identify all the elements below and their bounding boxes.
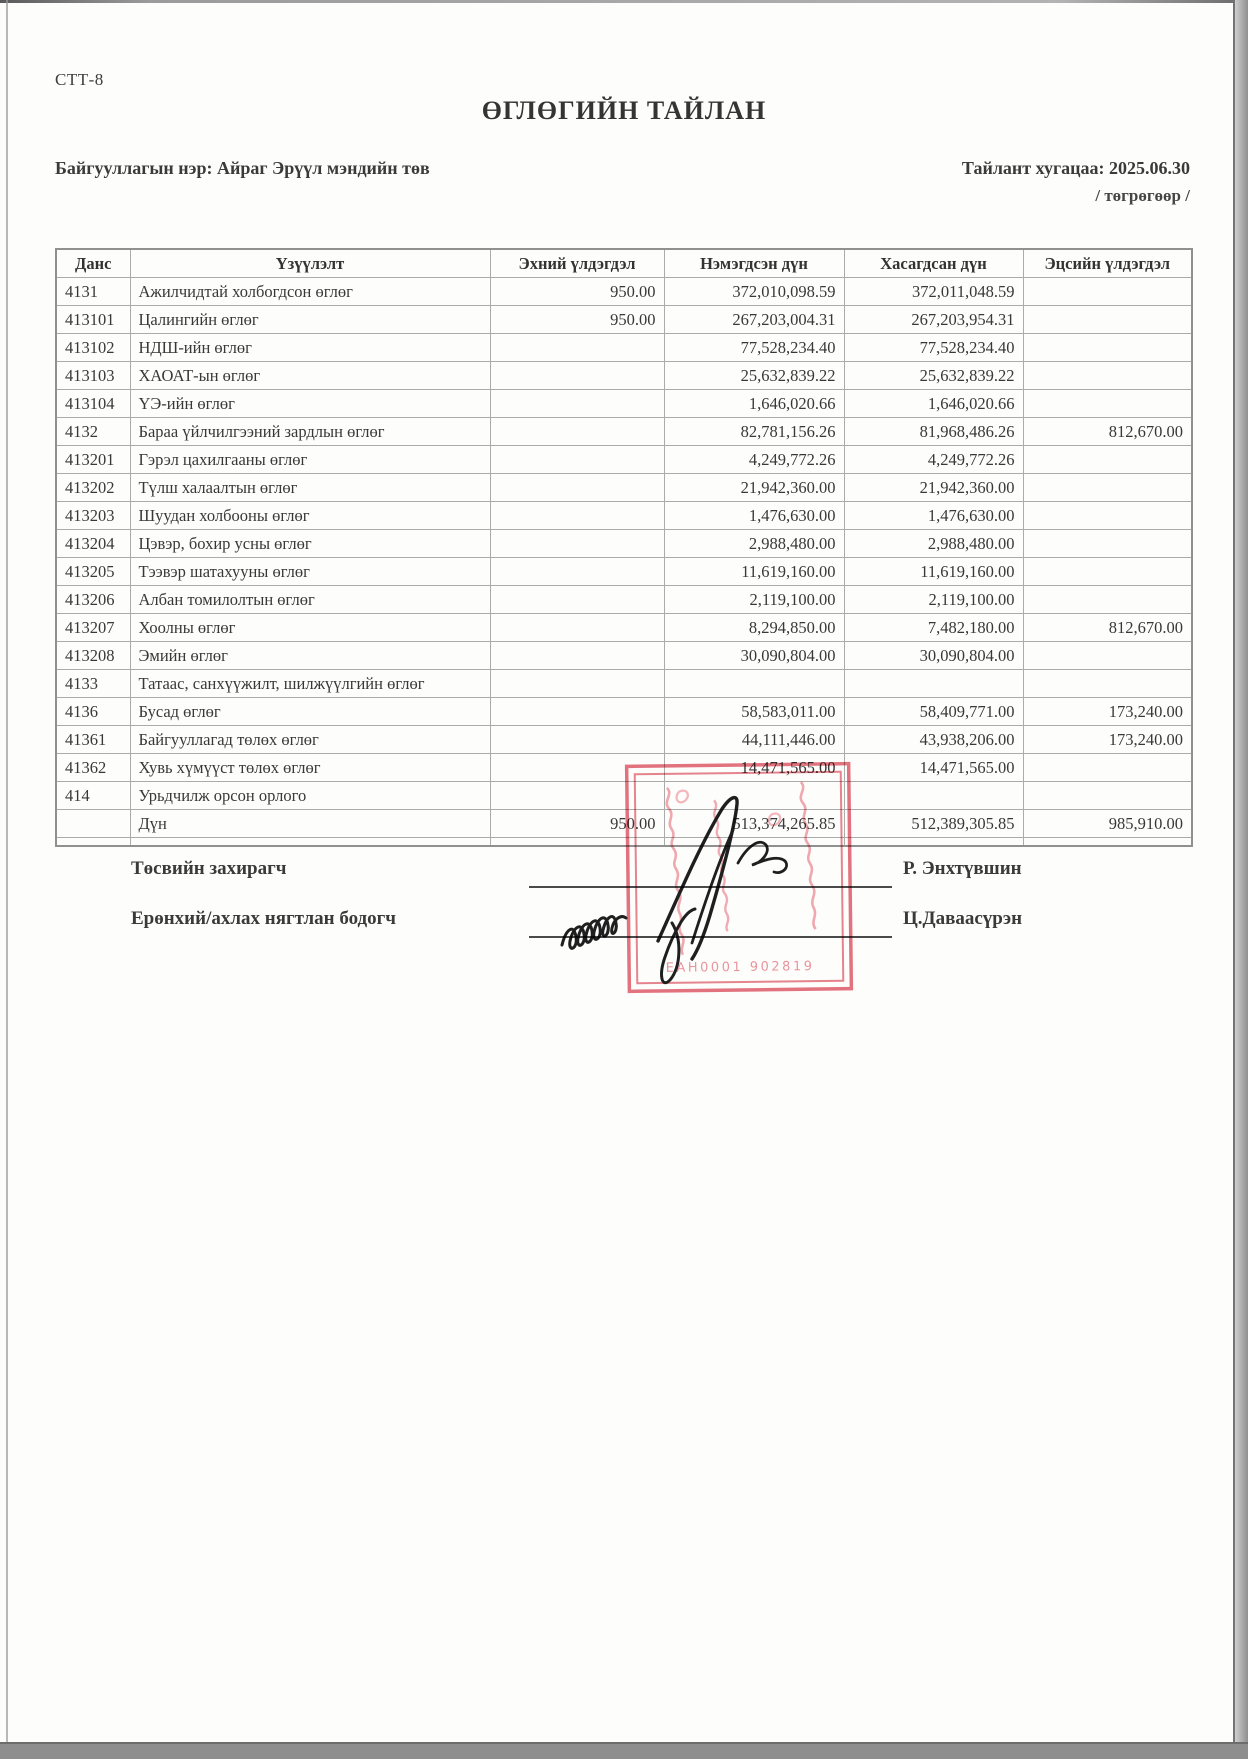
table-cell: 267,203,004.31 — [664, 306, 844, 334]
table-row — [56, 502, 1192, 530]
table-row — [56, 586, 1192, 614]
table-cell: 950.00 — [490, 306, 664, 334]
table-cell: 1,476,630.00 — [664, 502, 844, 530]
table-row — [56, 642, 1192, 670]
table-row — [56, 782, 1192, 810]
scan-edge-right — [1233, 0, 1248, 1759]
table-cell — [1023, 558, 1192, 586]
table-cell: 4132 — [56, 418, 130, 446]
signature-role-2: Ерөнхий/ахлах нягтлан бодогч — [131, 908, 396, 929]
table-cell: Дүн — [130, 810, 490, 838]
table-cell — [1023, 474, 1192, 502]
column-header: Данс — [56, 249, 130, 278]
table-cell: Шуудан холбооны өглөг — [130, 502, 490, 530]
table-cell: 82,781,156.26 — [664, 418, 844, 446]
table-row — [56, 446, 1192, 474]
table-cell: 950.00 — [490, 278, 664, 306]
table-cell: 413104 — [56, 390, 130, 418]
scan-edge-top — [0, 0, 1248, 3]
table-cell: 372,010,098.59 — [664, 278, 844, 306]
table-cell: 950.00 — [490, 810, 664, 838]
table-cell: 4,249,772.26 — [664, 446, 844, 474]
signature-line-2 — [529, 936, 892, 938]
table-cell — [490, 642, 664, 670]
table-cell: 30,090,804.00 — [844, 642, 1023, 670]
organization-name: Байгууллагын нэр: Айраг Эрүүл мэндийн төв — [55, 158, 430, 178]
report-period: Тайлант хугацаа: 2025.06.30 — [961, 158, 1190, 178]
table-row — [56, 474, 1192, 502]
table-cell: Цэвэр, бохир усны өглөг — [130, 530, 490, 558]
table-cell — [490, 726, 664, 754]
currency-note: / төгрөгөөр / — [1095, 186, 1190, 205]
table-cell: 4,249,772.26 — [844, 446, 1023, 474]
table-cell — [490, 334, 664, 362]
table-cell: 81,968,486.26 — [844, 418, 1023, 446]
table-cell: 2,988,480.00 — [844, 530, 1023, 558]
signature-ink-accountant — [562, 909, 695, 983]
column-header: Нэмэгдсэн дүн — [664, 249, 844, 278]
table-cell: 812,670.00 — [1023, 614, 1192, 642]
table-cell: 21,942,360.00 — [844, 474, 1023, 502]
table-row — [56, 418, 1192, 446]
table-cell — [664, 782, 844, 810]
table-row — [56, 334, 1192, 362]
signature-role-1: Төсвийн захирагч — [131, 858, 287, 879]
table-cell: Эмийн өглөг — [130, 642, 490, 670]
table-row — [56, 754, 1192, 782]
table-cell: 413206 — [56, 586, 130, 614]
table-cell: 43,938,206.00 — [844, 726, 1023, 754]
table-row — [56, 614, 1192, 642]
table-cell — [1023, 278, 1192, 306]
table-cell: 413102 — [56, 334, 130, 362]
table-cell: 413201 — [56, 446, 130, 474]
table-cell: 414 — [56, 782, 130, 810]
table-cell — [490, 446, 664, 474]
table-cell: 512,389,305.85 — [844, 810, 1023, 838]
table-cell: Хоолны өглөг — [130, 614, 490, 642]
table-cell: 11,619,160.00 — [664, 558, 844, 586]
table-cell: 513,374,265.85 — [664, 810, 844, 838]
table-cell: 2,988,480.00 — [664, 530, 844, 558]
table-cell — [1023, 362, 1192, 390]
table-row — [56, 726, 1192, 754]
table-cell: 1,646,020.66 — [664, 390, 844, 418]
table-cell — [490, 614, 664, 642]
table-cell: 58,409,771.00 — [844, 698, 1023, 726]
table-cell — [490, 474, 664, 502]
table-cell — [490, 390, 664, 418]
table-cell: 4136 — [56, 698, 130, 726]
table-cell: 413205 — [56, 558, 130, 586]
table-cell: 413202 — [56, 474, 130, 502]
table-cell: 413203 — [56, 502, 130, 530]
column-header: Эцсийн үлдэгдэл — [1023, 249, 1192, 278]
signature-name-1: Р. Энхтүвшин — [903, 858, 1022, 879]
table-cell — [664, 670, 844, 698]
table-cell: 372,011,048.59 — [844, 278, 1023, 306]
column-header: Үзүүлэлт — [130, 249, 490, 278]
table-cell — [1023, 502, 1192, 530]
table-cell: 14,471,565.00 — [844, 754, 1023, 782]
table-cell — [490, 782, 664, 810]
table-cell: Ажилчидтай холбогдсон өглөг — [130, 278, 490, 306]
table-cell: Урьдчилж орсон орлого — [130, 782, 490, 810]
signature-name-2: Ц.Даваасүрэн — [903, 908, 1023, 929]
table-cell: 21,942,360.00 — [664, 474, 844, 502]
table-cell: 25,632,839.22 — [664, 362, 844, 390]
table-cell — [490, 362, 664, 390]
table-cell: 77,528,234.40 — [664, 334, 844, 362]
form-code: СТТ-8 — [55, 70, 104, 89]
scan-edge-left — [6, 0, 8, 1759]
table-cell: 173,240.00 — [1023, 698, 1192, 726]
table-cell: 7,482,180.00 — [844, 614, 1023, 642]
table-cell: 812,670.00 — [1023, 418, 1192, 446]
table-cell: 25,632,839.22 — [844, 362, 1023, 390]
table-cell: Байгууллагад төлөх өглөг — [130, 726, 490, 754]
table-cell: 985,910.00 — [1023, 810, 1192, 838]
table-cell — [56, 810, 130, 838]
table-cell — [1023, 782, 1192, 810]
table-cell: 11,619,160.00 — [844, 558, 1023, 586]
table-cell — [1023, 306, 1192, 334]
table-cell: ҮЭ-ийн өглөг — [130, 390, 490, 418]
table-cell: 58,583,011.00 — [664, 698, 844, 726]
table-cell: 1,476,630.00 — [844, 502, 1023, 530]
table-cell: НДШ-ийн өглөг — [130, 334, 490, 362]
table-cell — [1023, 334, 1192, 362]
table-cell: 1,646,020.66 — [844, 390, 1023, 418]
table-cell — [490, 698, 664, 726]
column-header: Хасагдсан дүн — [844, 249, 1023, 278]
table-cell: 413101 — [56, 306, 130, 334]
table-cell — [490, 530, 664, 558]
table-cell: 2,119,100.00 — [664, 586, 844, 614]
table-row — [56, 558, 1192, 586]
table-header-row — [56, 249, 1192, 278]
table-cell: 8,294,850.00 — [664, 614, 844, 642]
table-cell — [490, 670, 664, 698]
table-cell: Хувь хүмүүст төлөх өглөг — [130, 754, 490, 782]
scan-edge-bottom — [0, 1742, 1248, 1759]
table-cell — [490, 502, 664, 530]
table-cell: 2,119,100.00 — [844, 586, 1023, 614]
table-cell — [844, 670, 1023, 698]
table-cell: 41361 — [56, 726, 130, 754]
table-row — [56, 306, 1192, 334]
table-cell: 413208 — [56, 642, 130, 670]
table-cell: Бараа үйлчилгээний зардлын өглөг — [130, 418, 490, 446]
table-cell — [490, 418, 664, 446]
table-cell: 413204 — [56, 530, 130, 558]
table-cell: Тээвэр шатахууны өглөг — [130, 558, 490, 586]
signature-line-1 — [529, 886, 892, 888]
table-cell: 44,111,446.00 — [664, 726, 844, 754]
table-row — [56, 530, 1192, 558]
table-cell: 41362 — [56, 754, 130, 782]
table-cell: 30,090,804.00 — [664, 642, 844, 670]
table-cell: 14,471,565.00 — [664, 754, 844, 782]
table-cell — [1023, 754, 1192, 782]
payables-table — [55, 248, 1193, 847]
table-cell: ХАОАТ-ын өглөг — [130, 362, 490, 390]
stamp-serial-text: ЕАН0001 902819 — [665, 959, 815, 976]
table-cell: Бусад өглөг — [130, 698, 490, 726]
table-cell — [1023, 586, 1192, 614]
table-row — [56, 362, 1192, 390]
table-cell: Гэрэл цахилгааны өглөг — [130, 446, 490, 474]
page-title: ӨГЛӨГИЙН ТАЙЛАН — [481, 96, 767, 125]
table-cell — [844, 782, 1023, 810]
column-header: Эхний үлдэгдэл — [490, 249, 664, 278]
table-cell — [490, 754, 664, 782]
table-cell — [1023, 390, 1192, 418]
table-cell: 4131 — [56, 278, 130, 306]
table-row — [56, 698, 1192, 726]
table-row — [56, 390, 1192, 418]
table-cell: 267,203,954.31 — [844, 306, 1023, 334]
table-cell — [1023, 446, 1192, 474]
table-cell — [490, 558, 664, 586]
table-cell — [490, 586, 664, 614]
table-cell: 413207 — [56, 614, 130, 642]
table-row — [56, 278, 1192, 306]
table-cell: Татаас, санхүүжилт, шилжүүлгийн өглөг — [130, 670, 490, 698]
table-cell: 413103 — [56, 362, 130, 390]
table-cell — [1023, 642, 1192, 670]
table-bottom-spacer — [56, 838, 1192, 847]
table-cell — [1023, 530, 1192, 558]
table-cell: 4133 — [56, 670, 130, 698]
table-cell: 173,240.00 — [1023, 726, 1192, 754]
total-row — [56, 810, 1192, 838]
table-row — [56, 670, 1192, 698]
table-cell — [1023, 670, 1192, 698]
table-cell: Цалингийн өглөг — [130, 306, 490, 334]
table-cell: Түлш халаалтын өглөг — [130, 474, 490, 502]
table-cell: Албан томилолтын өглөг — [130, 586, 490, 614]
table-cell: 77,528,234.40 — [844, 334, 1023, 362]
